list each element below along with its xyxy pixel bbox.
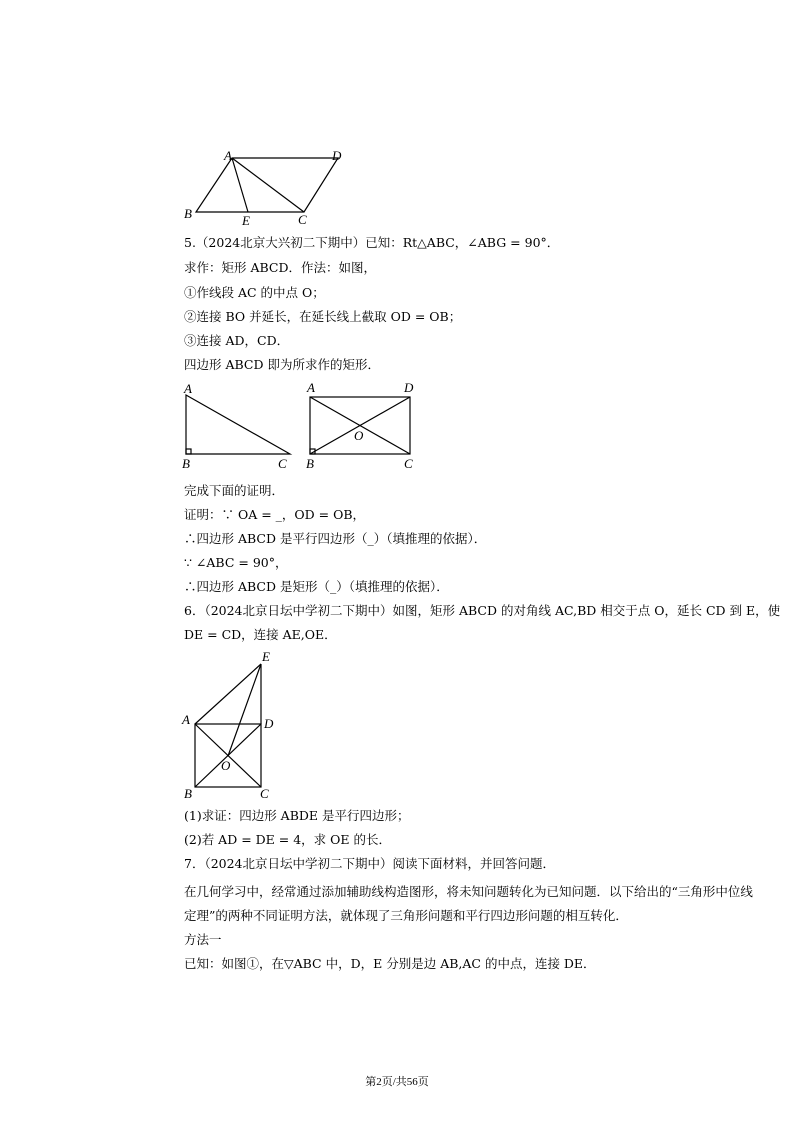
label-d: D (404, 380, 414, 395)
label-e: E (262, 649, 270, 664)
q5-line6: 四边形 ABCD 即为所求作的矩形． (184, 357, 380, 372)
q5-line5: ③连接 AD，CD． (184, 333, 290, 348)
label-o: O (354, 428, 364, 443)
label-e: E (242, 213, 250, 228)
q7-method: 方法一 (184, 932, 222, 947)
page-number: 第2页/共56页 (365, 1076, 429, 1088)
q5-line10: ∵ ∠ABC = 90°， (184, 555, 288, 570)
q5-line9: ∴四边形 ABCD 是平行四边形（_）（填推理的依据）． (184, 531, 487, 546)
q7-line1: 7．（2024北京日坛中学初二下期中）阅读下面材料，并回答问题． (184, 856, 556, 871)
q6-sub2: (2)若 AD = DE = 4，求 OE 的长． (184, 832, 391, 847)
q7-paragraph: 在几何学习中，经常通过添加辅助线构造图形，将未知问题转化为已知问题．以下给出的“三角形中位线定理”的两种不同证明方法，就体现了三角形问题和平行四边形问题的相互转化． (184, 884, 753, 923)
label-b: B (306, 456, 314, 471)
q5-line4: ②连接 BO 并延长，在延长线上截取 OD = OB； (184, 309, 462, 324)
q5-line2: 求作：矩形 ABCD．作法：如图， (184, 260, 377, 275)
q5-line7: 完成下面的证明． (184, 483, 285, 498)
label-a: A (307, 380, 315, 395)
label-c: C (298, 212, 307, 227)
q5-line11: ∴四边形 ABCD 是矩形（_）（填推理的依据）． (184, 579, 449, 594)
figure-rectangle-abcd (300, 378, 430, 473)
segment-ae (232, 158, 248, 212)
figure-rectangle-with-e (178, 648, 288, 803)
figure-parallelogram-abcd (180, 146, 360, 232)
q6-line2: DE = CD，连接 AE,OE． (184, 627, 337, 642)
segment-oe (228, 664, 261, 756)
triangle-outline (186, 395, 290, 454)
label-a: A (184, 381, 192, 396)
figure-right-triangle (178, 378, 308, 473)
label-b: B (184, 206, 192, 221)
q5-line3: ①作线段 AC 的中点 O； (184, 285, 325, 300)
label-a: A (224, 148, 232, 163)
q5-line1: 5.（2024北京大兴初二下期中）已知：Rt△ABC，∠ABG = 90°． (184, 235, 560, 250)
segment-ae (195, 664, 261, 724)
q6-line1: 6．（2024北京日坛中学初二下期中）如图，矩形 ABCD 的对角线 AC,BD 相交于点 O，延长 CD 到 E，使 (184, 603, 781, 618)
label-b: B (182, 456, 190, 471)
q5-line8: 证明：∵ OA = _，OD = OB， (184, 507, 366, 522)
label-b: B (184, 786, 192, 801)
label-a: A (182, 712, 190, 727)
label-d: D (264, 716, 274, 731)
q7-known: 已知：如图①，在▽ABC 中，D，E 分别是边 AB,AC 的中点，连接 DE． (184, 956, 596, 971)
label-c: C (260, 786, 269, 801)
right-angle-mark (186, 449, 191, 454)
label-c: C (404, 456, 413, 471)
segment-ac (232, 158, 304, 212)
q6-sub1: (1)求证：四边形 ABDE 是平行四边形； (184, 808, 410, 823)
label-o: O (221, 758, 231, 773)
label-c: C (278, 456, 287, 471)
label-d: D (332, 148, 342, 163)
